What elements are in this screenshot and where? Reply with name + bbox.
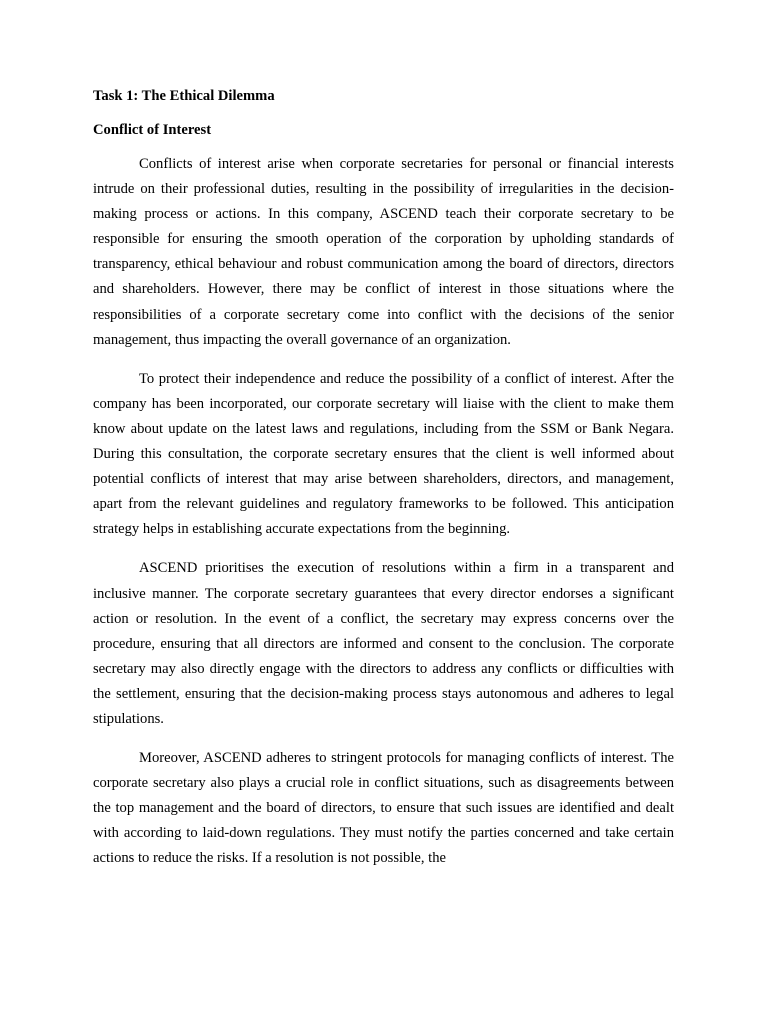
document-page	[93, 86, 674, 886]
task-heading: Task 1: The Ethical Dilemma	[93, 88, 275, 104]
paragraph-4: Moreover, ASCEND adheres to stringent protocols for managing conflicts of interest. The corporate secretary also plays a crucial role in conflict situations, such as disagreements between the top management and the board of directors, to ensure that such issues are identified and dealt with according to laid-down regulations. They must notify the parties concerned and take certain actions to reduce the risks. If a resolution is not possible, the	[93, 750, 674, 867]
paragraph-3: ASCEND prioritises the execution of resolutions within a firm in a transparent and inclusive manner. The corporate secretary guarantees that every director endorses a significant action or resolution. In the event of a conflict, the secretary may express concerns over the procedure, ensuring that all directors are informed and consent to the conclusion. The corporate secretary may also directly engage with the directors to address any conflicts or difficulties with the settlement, ensuring that the decision-making process stays autonomous and adheres to legal stipulations.	[93, 560, 674, 727]
paragraph-2: To protect their independence and reduce the possibility of a conflict of interest. After the company has been incorporated, our corporate secretary will liaise with the client to make them know about update on the latest laws and regulations, including from the SSM or Bank Negara. During this consultation, the corporate secretary ensures that the client is well informed about potential conflicts of interest that may arise between shareholders, directors, and management, apart from the relevant guidelines and regulatory frameworks to be followed. This anticipation strategy helps in establishing accurate expectations from the beginning.	[93, 370, 674, 538]
section-heading: Conflict of Interest	[93, 122, 212, 138]
paragraph-1: Conflicts of interest arise when corporate secretaries for personal or financial interests intrude on their professional duties, resulting in the possibility of irregularities in the decision-making process or actions. In this company, ASCEND teach their corporate secretary to be responsible for ensuring the smooth operation of the corporation by upholding standards of transparency, ethical behaviour and robust communication among the board of directors, directors and shareholders. However, there may be conflict of interest in those situations where the responsibilities of a corporate secretary come into conflict with the decisions of the senior management, thus impacting the overall governance of an organization.	[93, 156, 674, 348]
